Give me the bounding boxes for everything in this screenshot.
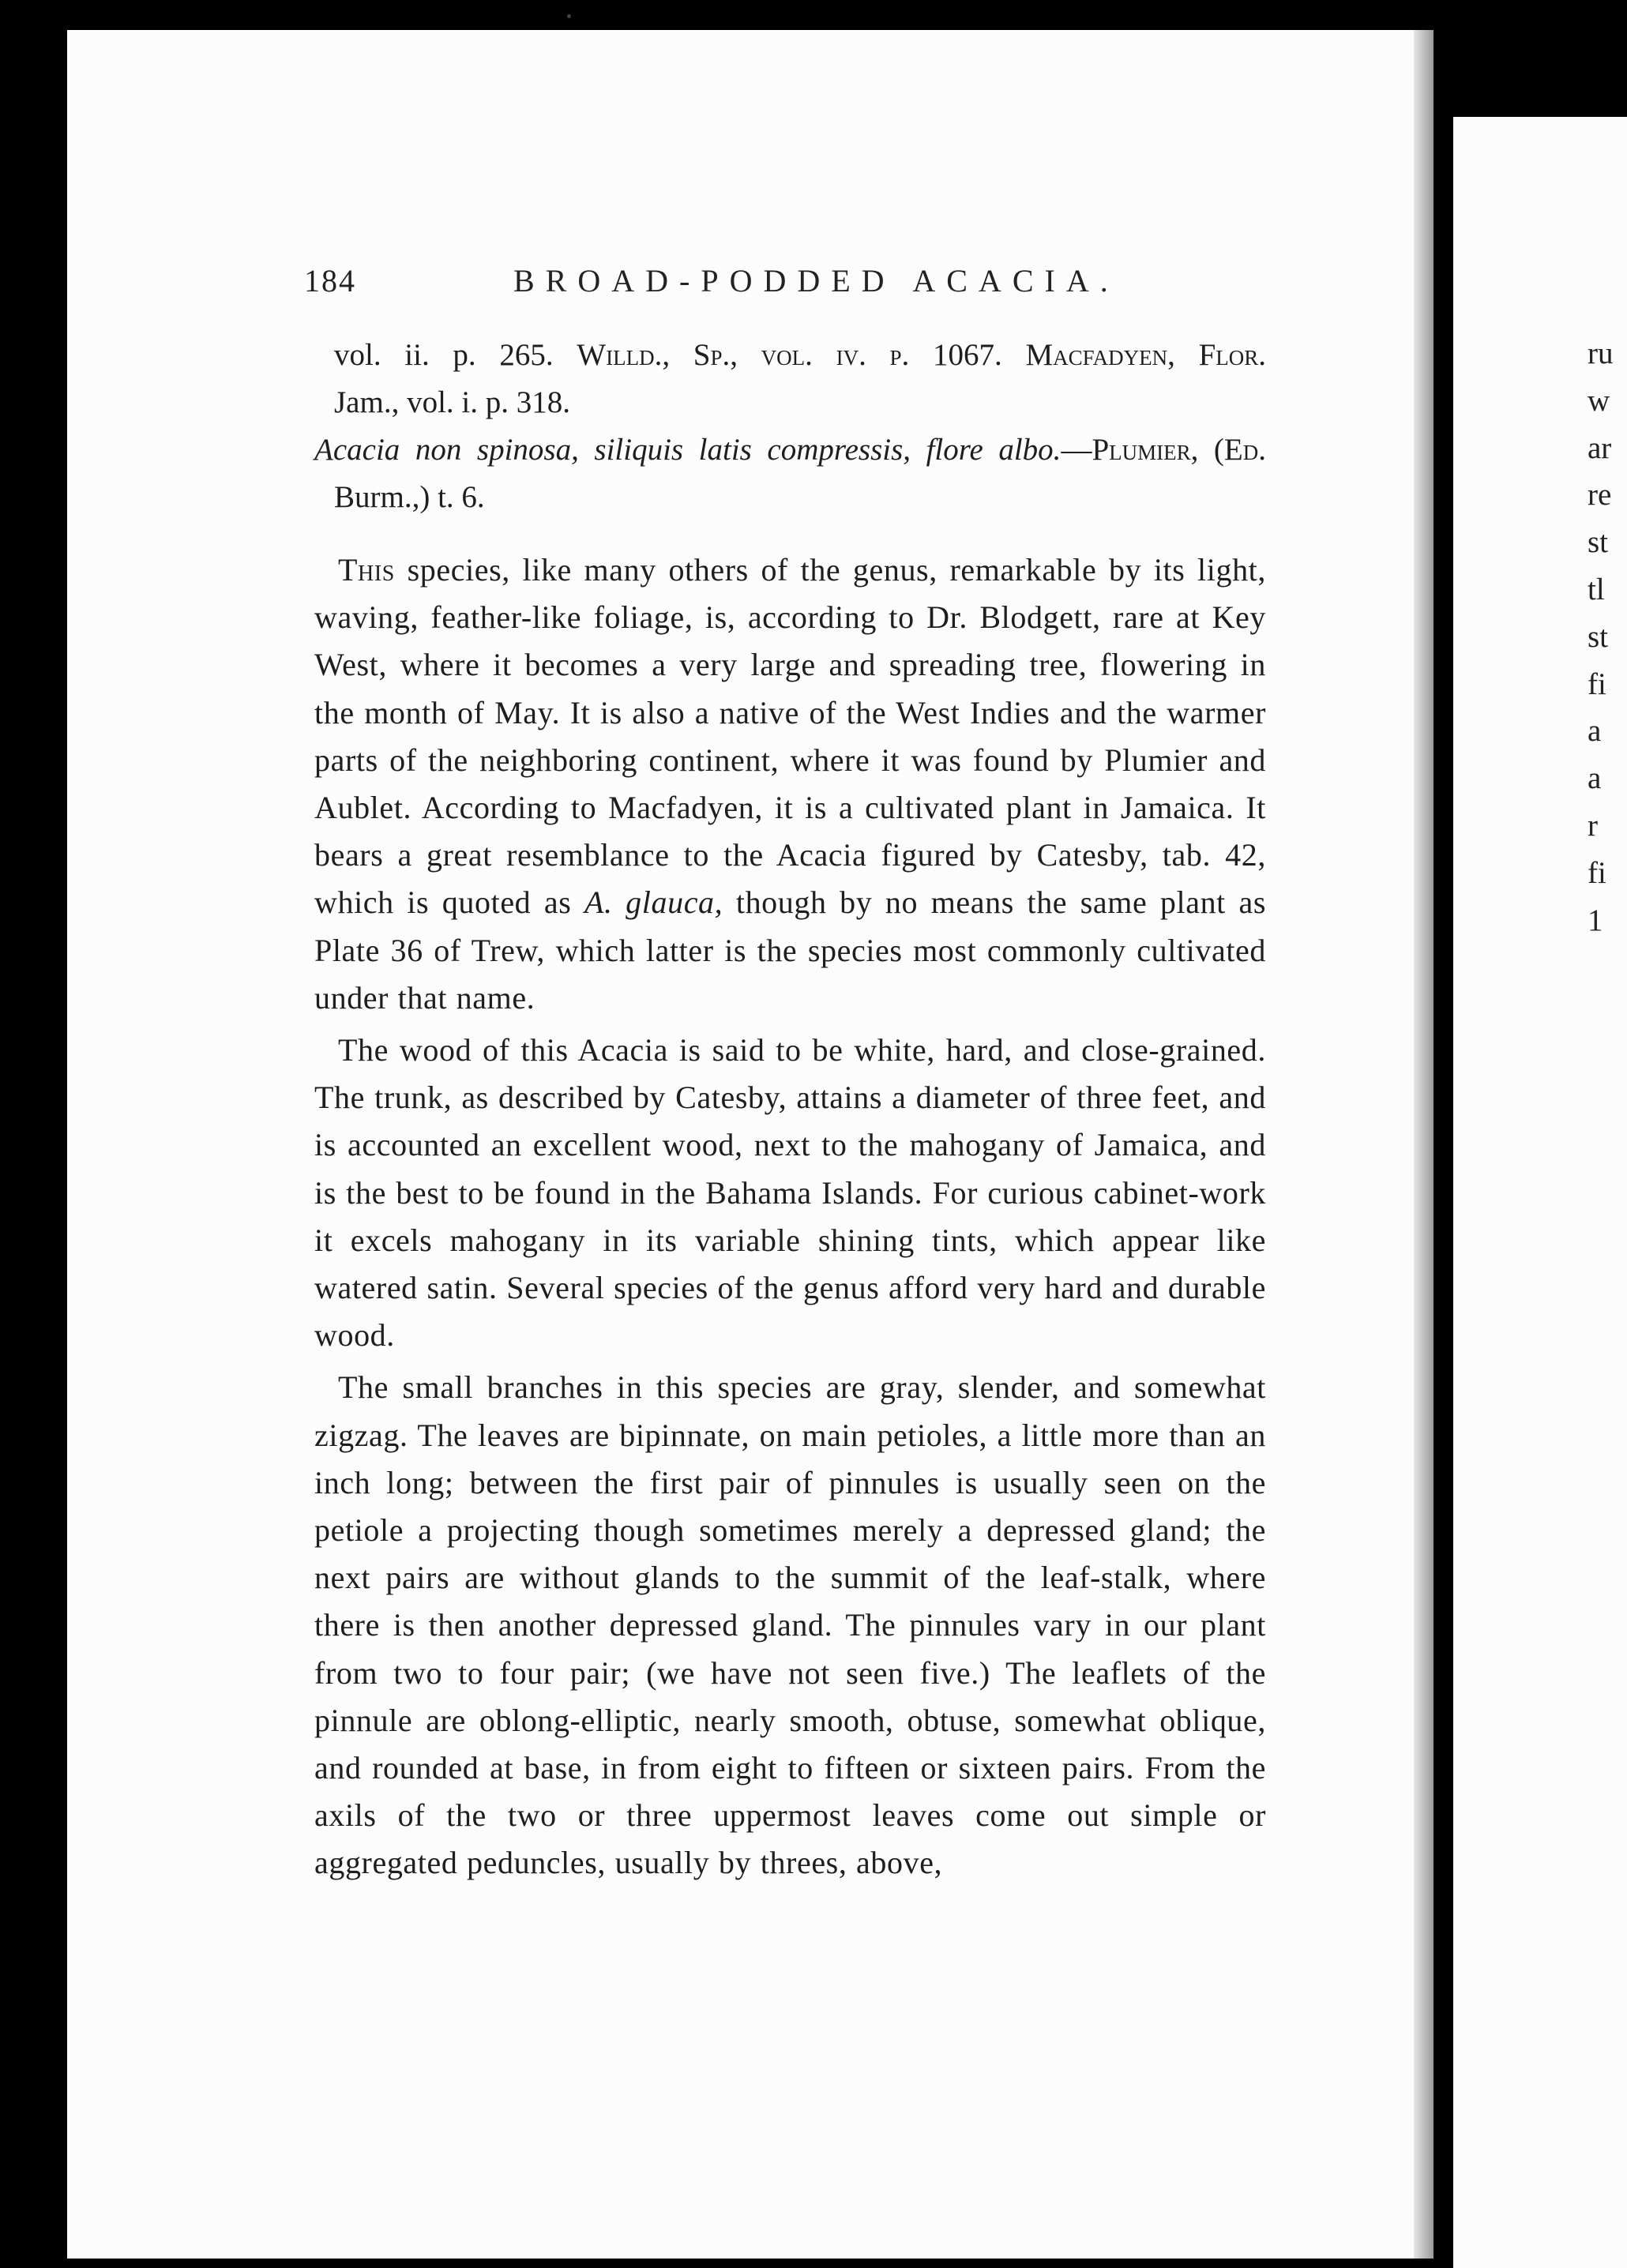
facing-line: 1 [1588,903,1603,937]
facing-line: re [1588,478,1612,513]
facing-line: a [1588,761,1602,796]
facing-line: ar [1588,430,1612,465]
running-head [304,262,1283,310]
facing-line: r [1588,808,1598,843]
main-text [314,332,1266,1892]
references-block [314,332,1266,521]
facing-line: st [1588,525,1609,560]
scan-speck [567,14,571,18]
reference-line: vol. ii. p. 265. Willd., Sp., vol. iv. p. 1067. Macfadyen, Flor. [334,338,1267,372]
paragraph-2: The wood of this Acacia is said to be white, hard, and close-grained. The trunk, as described by Catesby, attains a diameter of three feet, and is accounted an excellent wood, next to the mahogany of Jamaica, and is the best to be found in the Bahama Islands. For curious cabinet-work it excels mahogany in its variable shining tints, which appear like watered satin. Several species of the genus afford very hard and durable wood. [314,1032,1266,1354]
page-gutter [1414,30,1433,2259]
reference-line: Burm.,) t. 6. [334,480,485,514]
reference-line: Acacia non spinosa, siliquis latis compressis, flore albo.—Plumier, (Ed. [314,433,1266,467]
facing-line: ru [1588,336,1614,370]
facing-line: tl [1588,572,1605,606]
facing-line: fi [1588,667,1606,701]
paragraph-3: The small branches in this species are gray, slender, and somewhat zigzag. The leaves are bipinnate, on main petioles, a little more than an inch long; between the first pair of pinnules is usually seen on the petiole a projecting though sometimes merely a depressed gland; the next pairs are without glands to the summit of the leaf-stalk, where there is then another depressed gland. The pinnules vary in our plant from two to four pair; (we have not seen five.) The leaflets of the pinnule are oblong-elliptic, nearly smooth, obtuse, somewhat oblique, and rounded at base, in from eight to fifteen or sixteen pairs. From the axils of the two or three uppermost leaves come out simple or aggregated peduncles, usually by threes, above, [314,1369,1266,1881]
page-number: 184 [304,263,356,299]
facing-line: w [1588,383,1610,418]
reference-line: Jam., vol. i. p. 318. [334,385,570,419]
page-title: BROAD-PODDED ACACIA. [513,263,1119,299]
facing-page-text [1588,330,1627,944]
facing-line: fi [1588,855,1606,890]
facing-line: st [1588,619,1609,654]
paragraph-1: This species, like many others of the genus, remarkable by its light, waving, feather-like foliage, is, according to Dr. Blodgett, rare at Key West, where it becomes a very large and spreading tree, flowering in the month of May. It is also a native of the West Indies and the warmer parts of the neighboring continent, where it was found by Plumier and Aublet. According to Macfadyen, it is a cultivated plant in Jamaica. It bears a great resemblance to the Acacia figured by Catesby, tab. 42, which is quoted as A. glauca, though by no means the same plant as Plate 36 of Trew, which latter is the species most commonly cultivated under that name. [314,552,1266,1016]
facing-line: a [1588,714,1602,749]
